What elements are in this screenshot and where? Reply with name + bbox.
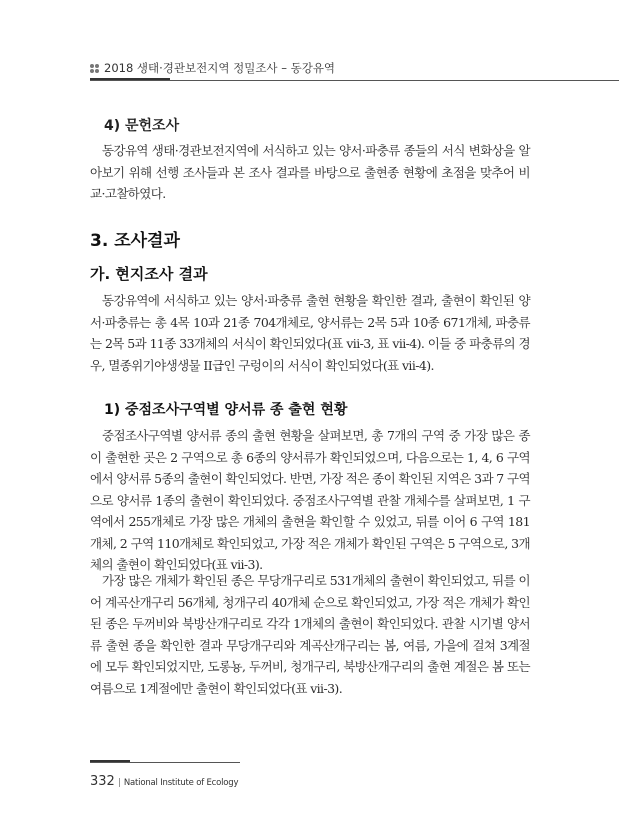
page-footer [90, 770, 238, 789]
section-4-paragraph: 동강유역 생태·경관보전지역에 서식하고 있는 양서·파충류 종들의 서식 변화상을 알아보기 위해 선행 조사들과 본 조사 결과를 바탕으로 출현종 현황에 초점을 맞추어 비교·고찰하였다. [90, 143, 530, 201]
footer-separator: | [117, 778, 121, 788]
subsection-paragraph: 동강유역에 서식하고 있는 양서·파충류 출현 현황을 확인한 결과, 출현이 확인된 양서·파충류는 총 4목 10과 21종 704개체로, 양서류는 2목 5과 10종 671개체, 파충류는 2목 5과 11종 33개체의 서식이 확인되었다(표 vii-3, 표 vii-4). 이들 중 파충류의 경우, 멸종위기야생생물 II급인 구렁이의 서식이 확인되었다(표 vii-4). [90, 293, 530, 373]
section-1-paragraph-2: 가장 많은 개체가 확인된 종은 무당개구리로 531개체의 출현이 확인되었고, 뒤를 이어 계곡산개구리 56개체, 청개구리 40개체 순으로 확인되었고, 가장 적은 개체가 확인된 종은 두꺼비와 북방산개구리로 각각 1개체의 출현이 확인되었다. 관찰 시기별 양서류 출현 종을 확인한 결과 무당개구리와 계곡산개구리는 봄, 여름, 가을에 걸쳐 3계절에 모두 확인되었지만, 도롱뇽, 두꺼비, 청개구리, 북방산개구리의 출현 계절은 봄 또는 여름으로 1계절에만 출현이 확인되었다(표 vii-3). [90, 573, 530, 696]
header-title: 2018 생태·경관보전지역 정밀조사 – 동강유역 [104, 61, 336, 75]
footer-rule [90, 762, 240, 763]
section-4-heading: 4) 문헌조사 [104, 118, 180, 134]
section-1-heading: 1) 중점조사구역별 양서류 종 출현 현황 [104, 402, 348, 418]
chapter-heading: 3. 조사결과 [90, 231, 180, 251]
footer-organization: National Institute of Ecology [123, 778, 239, 788]
page-number: 332 [90, 774, 115, 789]
subsection-heading: 가. 현지조사 결과 [90, 265, 208, 283]
header-rule [90, 80, 619, 81]
section-1-paragraph-1: 중점조사구역별 양서류 종의 출현 현황을 살펴보면, 총 7개의 구역 중 가장 많은 종이 출현한 곳은 2 구역으로 총 6종의 양서류가 확인되었으며, 다음으로는 1, 4, 6 구역에서 양서류 5종의 출현이 확인되었다. 반면, 가장 적은 종이 확인된 지역은 3과 7 구역으로 양서류 1종의 출현이 확인되었다. 중점조사구역별 관찰 개체수를 살펴보면, 1 구역에서 255개체로 가장 많은 개체의 출현을 확인할 수 있었고, 뒤를 이어 6 구역 181개체, 2 구역 110개체로 확인되었고, 가장 적은 개체가 확인된 구역은 5 구역으로, 3개체의 출현이 확인되었다(표 vii-3). [90, 428, 530, 572]
header-dots-icon [90, 64, 100, 74]
running-header [0, 55, 619, 81]
